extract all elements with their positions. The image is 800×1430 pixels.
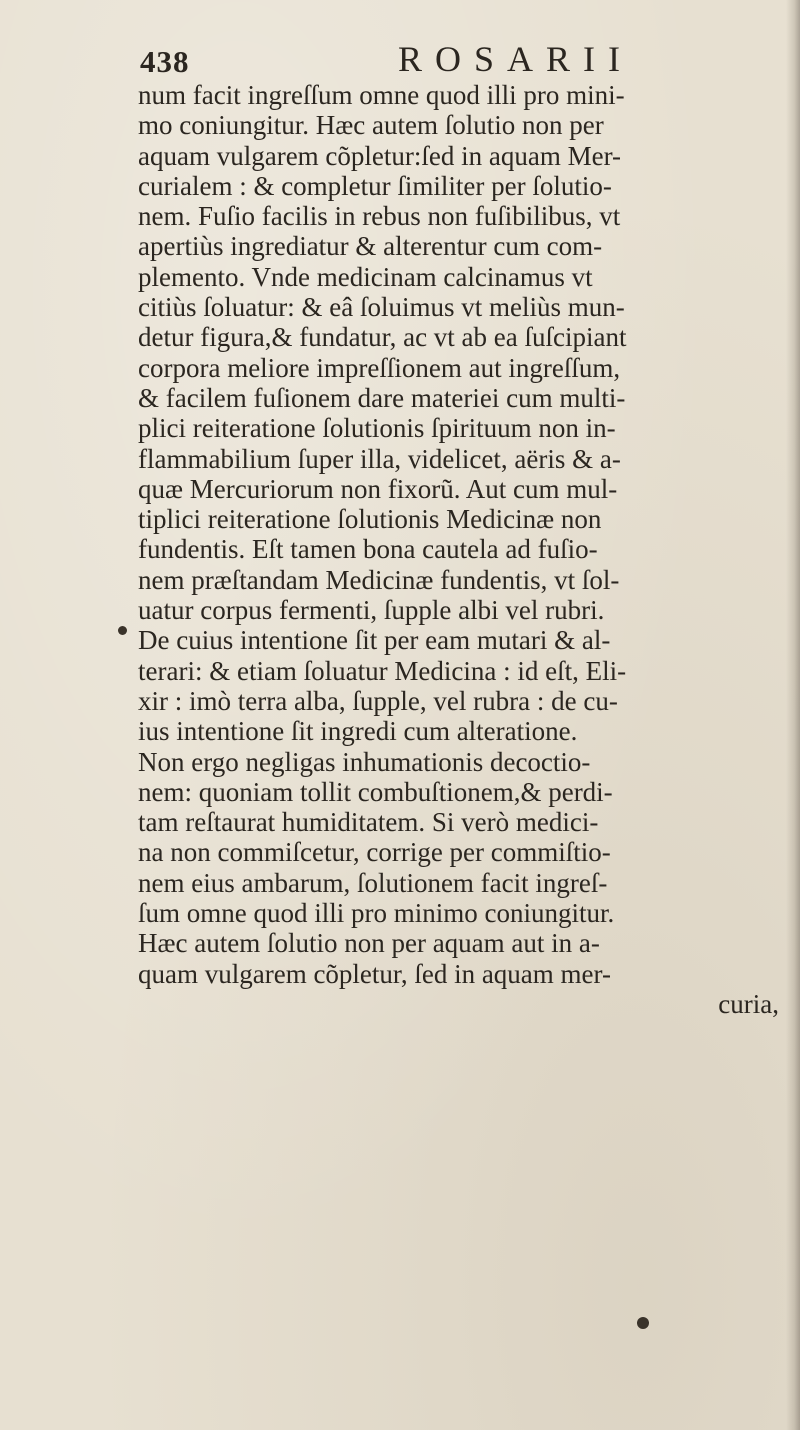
text-line: nem præſtandam Medicinæ fundentis, vt ſol- [138,564,620,595]
text-line: fundentis. Eſt tamen bona cautela ad fuſio- [138,534,598,565]
text-line: nem: quoniam tollit combuſtionem,& perdi- [138,776,613,807]
text-line: quæ Mercuriorum non fixorũ. Aut cum mul- [138,473,618,504]
text-line: ius intentione ſit ingredi cum alteratione. [138,716,578,747]
body-text [138,80,793,1019]
text-line: aquam vulgarem cõpletur:ſed in aquam Mer- [138,140,622,171]
text-line: corpora meliore impreſſionem aut ingreſſum, [138,352,621,383]
text-line: tam reſtaurat humiditatem. Si verò medici- [138,807,599,838]
text-line: apertiùs ingrediatur & alterentur cum com- [138,231,603,262]
text-line: uatur corpus fermenti, ſupple albi vel rubri. [138,595,605,626]
text-line: xir : imò terra alba, ſupple, vel rubra : de cu- [138,685,618,716]
text-line: detur figura,& fundatur, ac vt ab ea ſuſcipiant [138,322,627,353]
text-line: plemento. Vnde medicinam calcinamus vt [138,261,593,292]
text-line: Hæc autem ſolutio non per aquam aut in a- [138,928,600,959]
text-line: De cuius intentione ſit per eam mutari & al- [138,625,611,656]
text-line: na non commiſcetur, corrige per commiſtio- [138,837,611,868]
text-line: nem eius ambarum, ſolutionem facit ingreſ- [138,867,608,898]
text-line: plici reiteratione ſolutionis ſpirituum non in- [138,413,616,444]
page-number: 438 [140,44,190,79]
running-head: ROSARII [398,39,634,79]
text-line: ſum omne quod illi pro minimo coniungitur. [138,898,615,929]
text-line: terari: & etiam ſoluatur Medicina : id eſt, Eli- [138,655,627,686]
text-line: flammabilium ſuper illa, videlicet, aëris & a- [138,443,621,474]
text-line: num facit ingreſſum omne quod illi pro mini- [138,80,625,110]
text-line: curialem : & completur ſimiliter per ſolutio- [138,170,612,201]
text-line: nem. Fuſio facilis in rebus non fuſibilibus, vt [138,201,621,232]
text-line: Non ergo negligas inhumationis decoctio- [138,746,591,777]
text-line: quam vulgarem cõpletur, ſed in aquam mer- [138,958,611,989]
ink-blot [637,1317,649,1329]
catchword: curia, [718,988,779,1019]
text-line: & facilem fuſionem dare materiei cum multi- [138,382,626,413]
ink-mark [118,626,127,635]
text-line: tiplici reiteratione ſolutionis Medicinæ non [138,504,602,535]
text-line: mo coniungitur. Hæc autem ſolutio non per [138,110,604,141]
text-line: citiùs ſoluatur: & eâ ſoluimus vt meliùs mun- [138,292,625,323]
